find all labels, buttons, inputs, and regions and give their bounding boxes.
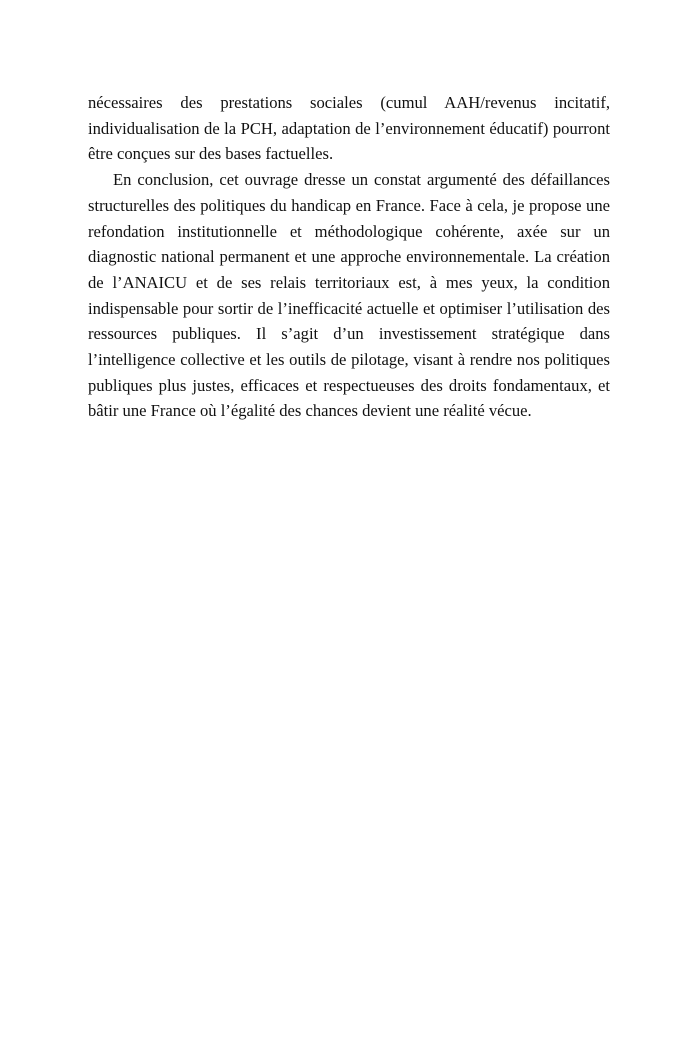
body-text (88, 90, 610, 424)
paragraph-conclusion: En conclusion, cet ouvrage dresse un constat argumenté des défaillances structurelles des politiques du handicap en France. Face à cela, je propose une refondation institutionnelle et méthodologique cohérente, axée sur un diagnostic national permanent et une approche environnementale. La création de l’ANAICU et de ses relais territoriaux est, à mes yeux, la condition indispensable pour sortir de l’inefficacité actuelle et optimiser l’utilisation des ressources publiques. Il s’agit d’un investissement stratégique dans l’intelligence collective et les outils de pilotage, visant à rendre nos politiques publiques plus justes, efficaces et respectueuses des droits fondamentaux, et bâtir une France où l’égalité des chances devient une réalité vécue. (88, 170, 610, 421)
paragraph-continuation: nécessaires des prestations sociales (cumul AAH/revenus incitatif, individualisation de la PCH, adaptation de l’environnement éducatif) pourront être conçues sur des bases factuelles. (88, 93, 610, 164)
